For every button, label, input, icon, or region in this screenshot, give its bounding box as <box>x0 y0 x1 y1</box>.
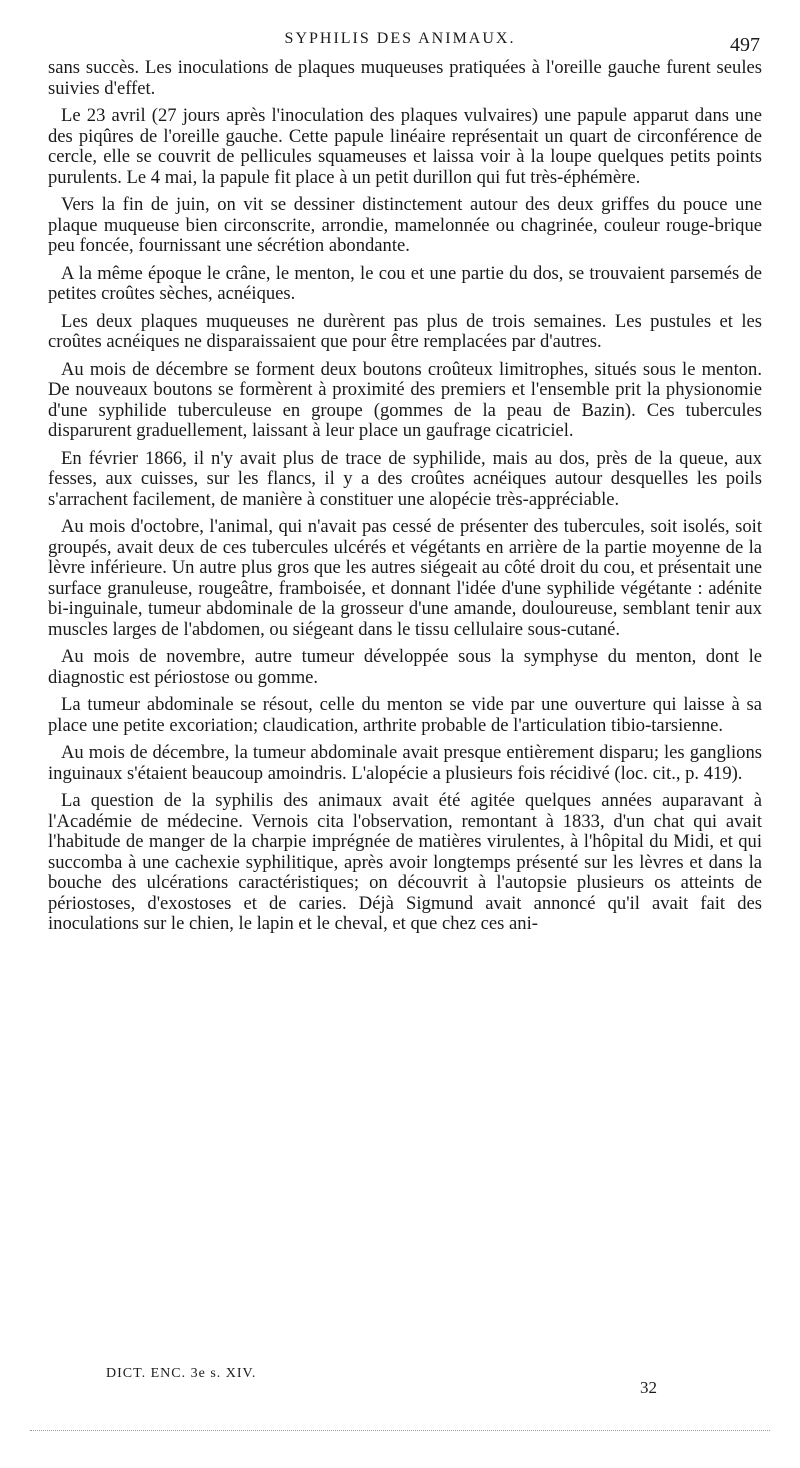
paragraph-4: A la même époque le crâne, le menton, le cou et une partie du dos, se trouvaient parsemés de petites croûtes sèches, acnéiques. <box>48 262 762 304</box>
signature-mark: DICT. ENC. 3e s. XIV. <box>106 1366 257 1381</box>
paragraph-7: En février 1866, il n'y avait plus de trace de syphilide, mais au dos, près de la queue, aux fesses, aux cuisses, sur les flancs, il y a des croûtes acnéiques autour desquelles les poils s'arrachent facilement, de manière à constituer une alopécie très-appréciable. <box>48 447 762 510</box>
paragraph-3: Vers la fin de juin, on vit se dessiner distinctement autour des deux griffes du pouce une plaque muqueuse bien circonscrite, arrondie, mamelonnée ou chagrinée, couleur rouge-brique peu foncée, fournissant une sécrétion abondante. <box>48 194 762 256</box>
paragraph-9: Au mois de novembre, autre tumeur développée sous la symphyse du menton, dont le diagnostic est périostose ou gomme. <box>48 646 762 688</box>
page-footer <box>0 1360 800 1410</box>
paragraph-11: Au mois de décembre, la tumeur abdominale avait presque entièrement disparu; les ganglions inguinaux s'étaient beaucoup amoindris. L'alopécie a plusieurs fois récidivé (loc. cit., p. 419). <box>48 742 762 784</box>
scan-edge-divider <box>30 1430 770 1431</box>
paragraph-1: sans succès. Les inoculations de plaques muqueuses pratiquées à l'oreille gauche furent seules suivies d'effet. <box>48 57 762 99</box>
paragraph-2: Le 23 avril (27 jours après l'inoculation des plaques vulvaires) une papule apparut dans une des piqûres de l'oreille gauche. Cette papule linéaire représentait un quart de circonférence de cercle, elle se couvrit de pellicules squameuses et laissa voir à la loupe quelques petits points purulents. Le 4 mai, la papule fit place à un petit durillon qui fut très-éphémère. <box>48 105 762 188</box>
paragraph-12: La question de la syphilis des animaux avait été agitée quelques années auparavant à l'Académie de médecine. Vernois cita l'observation, remontant à 1833, d'un chat qui avait l'habitude de manger de la charpie imprégnée de matières virulentes, à l'hôpital du Midi, et qui succomba à une cachexie syphilitique, après avoir longtemps présenté sur les lèvres et dans la bouche des ulcérations caractéristiques; on découvrit à l'autopsie plusieurs os atteints de périostoses, d'exostoses et de caries. Déjà Sigmund avait annoncé qu'il avait fait des inoculations sur le chien, le lapin et le cheval, et que chez ces ani- <box>48 790 762 934</box>
paragraph-6: Au mois de décembre se forment deux boutons croûteux limitrophes, situés sous le menton. De nouveaux boutons se formèrent à proximité des premiers et l'ensemble prit la physionomie d'une syphilide tuberculeuse en groupe (gommes de la peau de Bazin). Ces tubercules disparurent graduellement, laissant à leur place un gaufrage cicatriciel. <box>48 358 762 441</box>
running-title: SYPHILIS DES ANIMAUX. <box>284 30 516 47</box>
body-text <box>48 58 762 942</box>
page-number: 497 <box>730 34 760 56</box>
running-head <box>0 30 800 56</box>
paragraph-8: Au mois d'octobre, l'animal, qui n'avait pas cessé de présenter des tubercules, soit isolés, soit groupés, avait deux de ces tubercules ulcérés et végétants en arrière de la partie moyenne de la lèvre inférieure. Un autre plus gros que les autres siégeait au côté droit du cou, et présentait une surface granuleuse, rougeâtre, framboisée, et donnant l'idée d'une syphilide végétante : adénite bi-inguinale, tumeur abdominale de la grosseur d'une amande, douloureuse, semblant tenir aux muscles larges de l'abdomen, ou siégeant dans le tissu cellulaire sous-cutané. <box>48 516 762 640</box>
paragraph-10: La tumeur abdominale se résout, celle du menton se vide par une ouverture qui laisse à sa place une petite excoriation; claudication, arthrite probable de l'articulation tibio-tarsienne. <box>48 694 762 736</box>
paragraph-5: Les deux plaques muqueuses ne durèrent pas plus de trois semaines. Les pustules et les croûtes acnéiques ne disparaissaient que pour être remplacées par d'autres. <box>48 310 762 352</box>
sheet-number: 32 <box>640 1378 657 1397</box>
